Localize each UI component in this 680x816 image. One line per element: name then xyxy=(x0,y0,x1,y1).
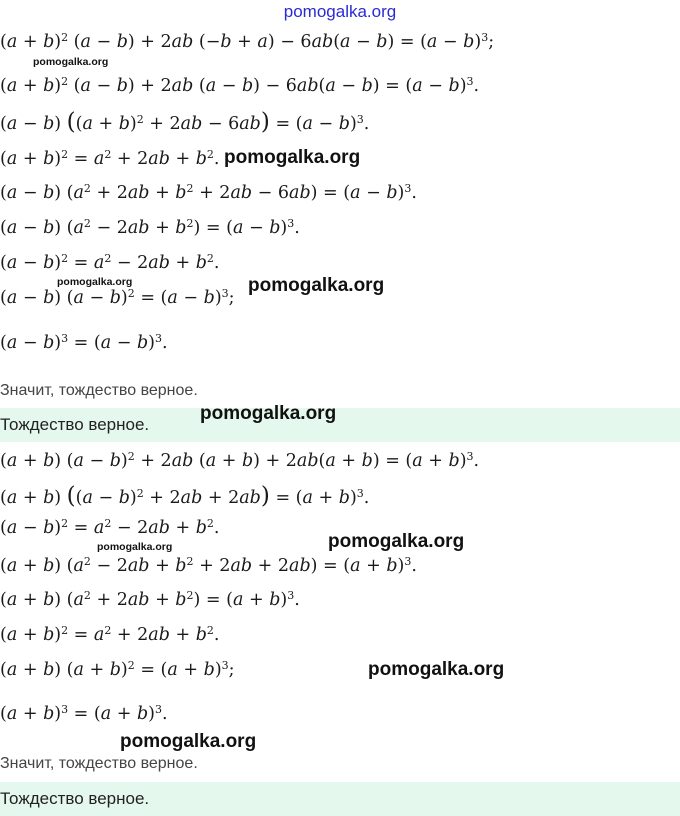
equation-line: $(a + b)^3 = (a + b)^3$. xyxy=(0,702,168,724)
conclusion-text: Значит, тождество верное. xyxy=(0,755,198,772)
equation-line: $(a + b)^2 = a^2 + 2ab + b^2$. xyxy=(0,147,220,169)
equation-line: (a − b) $(a^2 + 2ab + b^2 + 2ab - 6ab) = (a - b)^3$. xyxy=(0,181,417,203)
equation-line: (a + b) $(a + b)^2 = (a + b)^3$; xyxy=(0,658,235,680)
equation-line: (a + b) $(a - b)^2 + 2ab$ $(a + b) + 2ab(a + b) = (a + b)^3$. xyxy=(0,449,480,471)
watermark: pomogalka.org xyxy=(368,659,505,680)
watermark: pomogalka.org xyxy=(120,731,257,752)
answer-text: Тождество верное. xyxy=(0,415,150,434)
equation-line: $(a + b)^2 = a^2 + 2ab + b^2$. xyxy=(0,623,220,645)
watermark: pomogalka.org xyxy=(57,276,133,288)
watermark: pomogalka.org xyxy=(200,403,337,424)
equation-line: $(a + b)^2$ (a − b) + 2ab $(-b + a) - 6ab(a - b) = (a - b)^3$; xyxy=(0,30,495,52)
equation-line: $(a + b)^2$ (a − b) + 2ab $(a - b) - 6ab(a - b) = (a - b)^3$. xyxy=(0,74,480,96)
equation-line: (a + b) $(a^2 - 2ab + b^2 + 2ab + 2ab) = (a + b)^3$. xyxy=(0,554,417,576)
header-watermark: pomogalka.org xyxy=(283,2,397,21)
watermark: pomogalka.org xyxy=(248,275,385,296)
equation-line: (a − b) $((a + b)^2 + 2ab - 6ab) = (a - b)^3$. xyxy=(0,109,370,135)
answer-text: Тождество верное. xyxy=(0,789,150,808)
answer-band xyxy=(0,408,680,442)
equation-line: $(a - b)^2 = a^2 - 2ab + b^2$. xyxy=(0,251,220,273)
watermark: pomogalka.org xyxy=(224,147,361,168)
equation-line: (a − b) $(a^2 - 2ab + b^2) = (a - b)^3$. xyxy=(0,216,300,238)
watermark: pomogalka.org xyxy=(328,531,465,552)
watermark: pomogalka.org xyxy=(97,541,173,553)
watermark: pomogalka.org xyxy=(33,56,109,68)
equation-line: (a + b) $((a - b)^2 + 2ab + 2ab) = (a + b)^3$. xyxy=(0,483,370,509)
equation-line: $(a - b)^3 = (a - b)^3$. xyxy=(0,331,168,353)
equation-line: (a + b) $(a^2 + 2ab + b^2) = (a + b)^3$. xyxy=(0,588,300,610)
equation-line: (a − b) $(a - b)^2 = (a - b)^3$; xyxy=(0,286,235,308)
answer-band xyxy=(0,782,680,816)
conclusion-text: Значит, тождество верное. xyxy=(0,382,198,399)
equation-line: $(a - b)^2 = a^2 - 2ab + b^2$. xyxy=(0,516,220,538)
